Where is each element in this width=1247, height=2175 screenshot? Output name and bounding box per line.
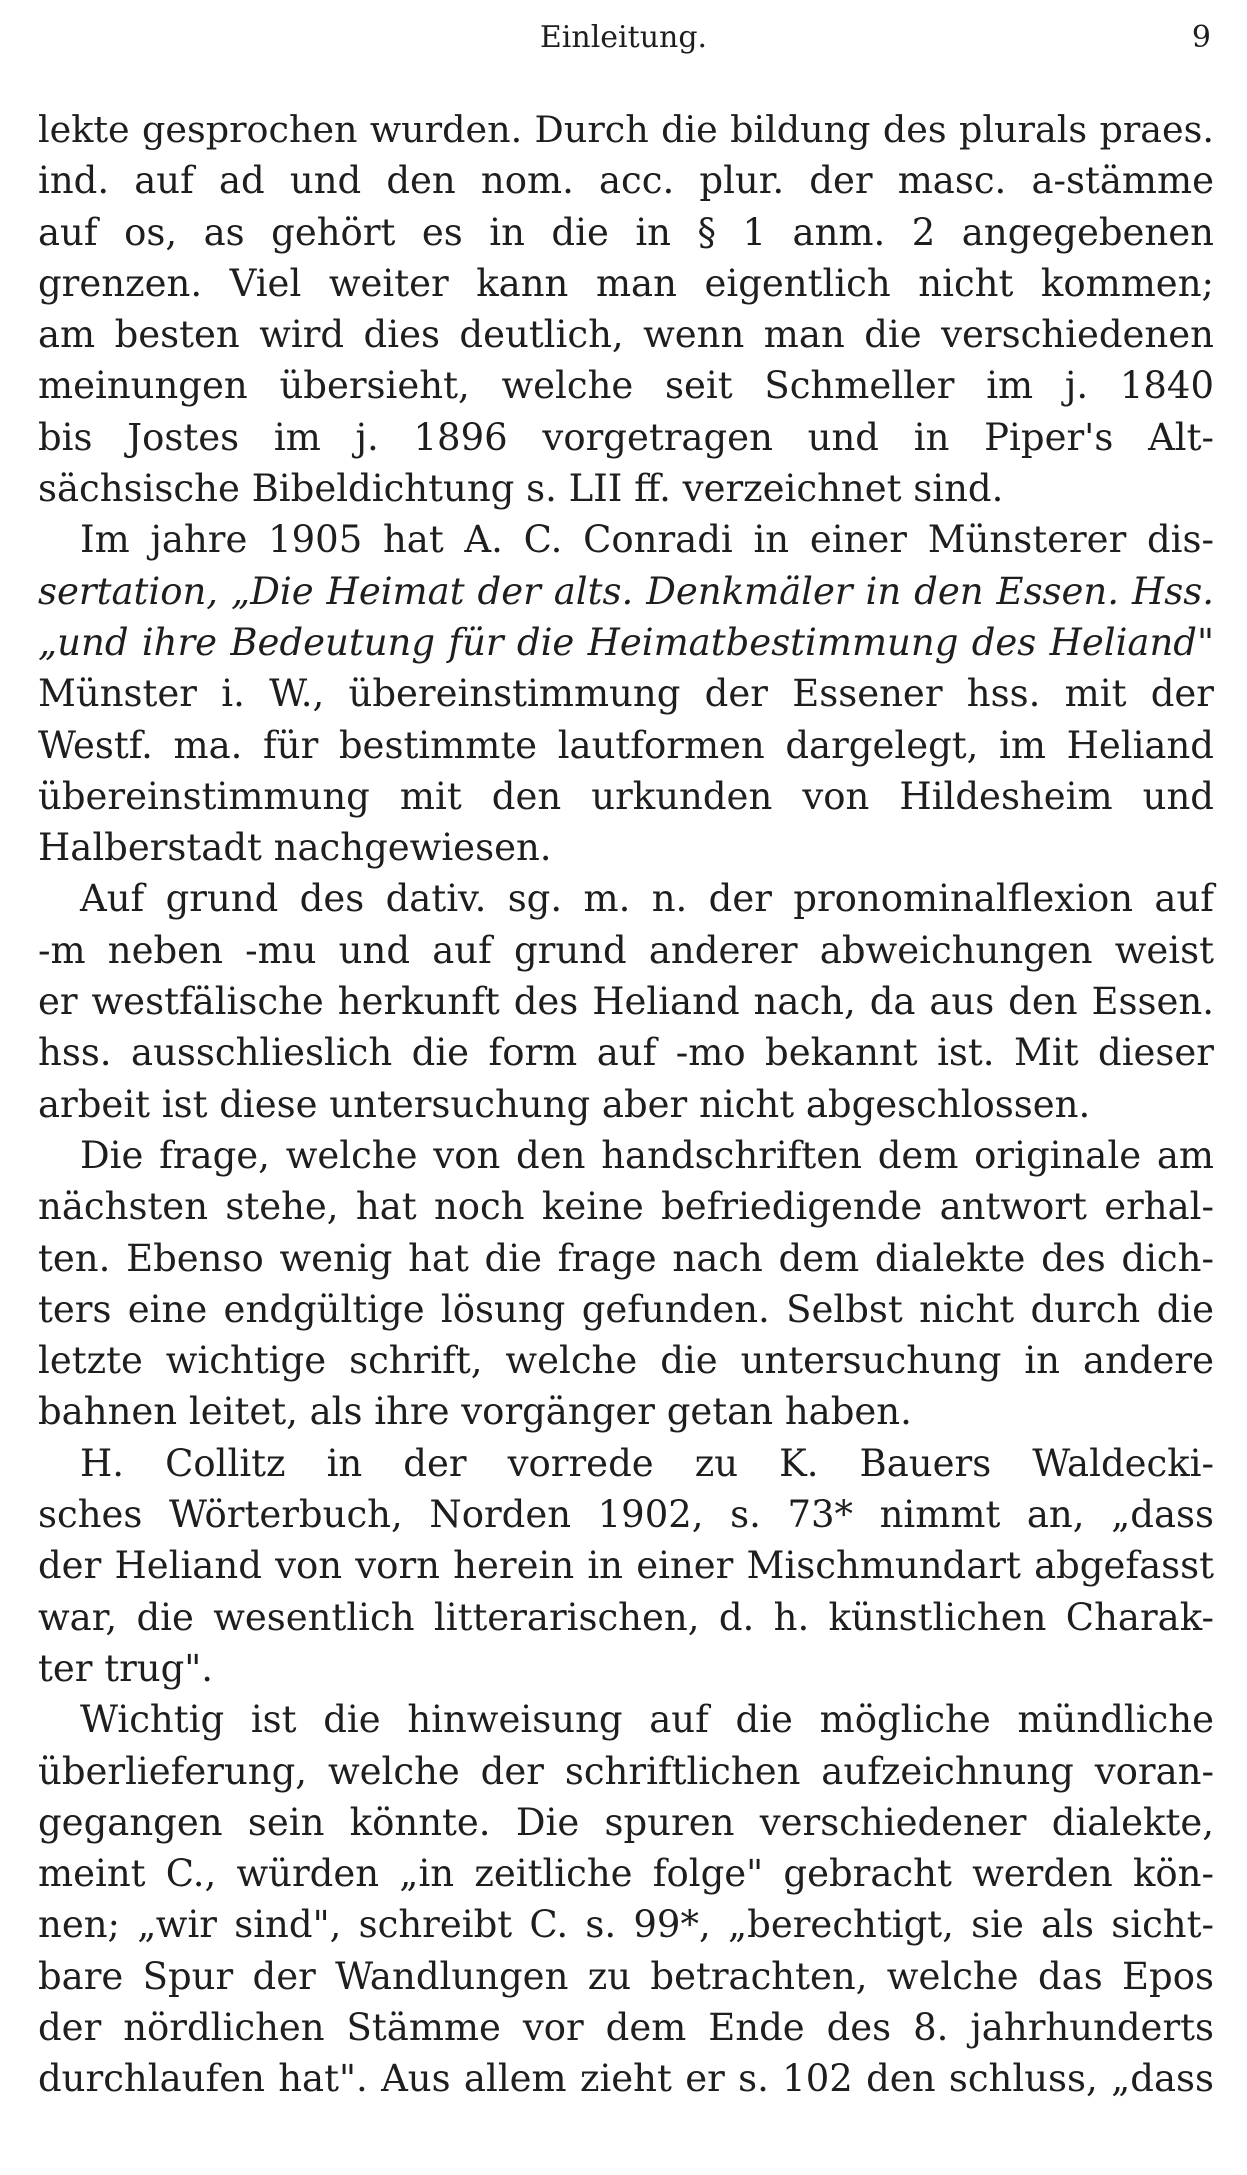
text-line: Münster i. W., übereinstimmung der Essener hss. mit der xyxy=(38,672,1214,716)
text-line: ten. Ebenso wenig hat die frage nach dem dialekte des dich- xyxy=(38,1236,1214,1280)
text-line: meint C., würden „in zeitliche folge" gebracht werden kön- xyxy=(38,1852,1214,1896)
text-line: durchlaufen hat". Aus allem zieht er s. 102 den schluss, „dass xyxy=(38,2057,1214,2101)
text-line: war, die wesentlich litterarischen, d. h. künstlichen Charak- xyxy=(38,1595,1214,1639)
text-line: der Heliand von vorn herein in einer Mischmundart abgefasst xyxy=(38,1544,1214,1588)
text-line: „und ihre Bedeutung für die Heimatbestimmung des Heliand" xyxy=(38,620,1214,664)
text-line: ters eine endgültige lösung gefunden. Selbst nicht durch die xyxy=(38,1287,1214,1331)
text-line: meinungen übersieht, welche seit Schmeller im j. 1840 xyxy=(38,364,1214,408)
text-line: ind. auf ad und den nom. acc. plur. der masc. a-stämme xyxy=(38,159,1214,203)
text-line: sches Wörterbuch, Norden 1902, s. 73* nimmt an, „dass xyxy=(38,1493,1214,1537)
text-line: H. Collitz in der vorrede zu K. Bauers Waldecki- xyxy=(80,1441,1214,1485)
text-line: lekte gesprochen wurden. Durch die bildung des plurals praes. xyxy=(38,108,1214,151)
text-line: bahnen leitet, als ihre vorgänger getan haben. xyxy=(38,1390,912,1434)
text-line: bare Spur der Wandlungen zu betrachten, welche das Epos xyxy=(38,1954,1214,1998)
text-line: übereinstimmung mit den urkunden von Hildesheim und xyxy=(38,774,1214,818)
text-line: der nördlichen Stämme vor dem Ende des 8. jahrhunderts xyxy=(38,2005,1214,2049)
text-line: arbeit ist diese untersuchung aber nicht abgeschlossen. xyxy=(38,1082,1091,1126)
text-line: sächsische Bibeldichtung s. LII ff. verzeichnet sind. xyxy=(38,467,1004,511)
text-line: grenzen. Viel weiter kann man eigentlich nicht kommen; xyxy=(38,261,1214,305)
body-text xyxy=(38,104,1214,2105)
text-line: nen; „wir sind", schreibt C. s. 99*, „berechtigt, sie als sicht- xyxy=(38,1903,1214,1947)
running-head xyxy=(0,18,1247,62)
text-line: Wichtig ist die hinweisung auf die mögliche mündliche xyxy=(80,1698,1214,1742)
text-line: auf os, as gehört es in die in § 1 anm. 2 angegebenen xyxy=(38,210,1214,254)
text-line: er westfälische herkunft des Heliand nach, da aus den Essen. xyxy=(38,980,1214,1024)
text-line: Halberstadt nachgewiesen. xyxy=(38,826,552,870)
text-line: Die frage, welche von den handschriften dem originale am xyxy=(80,1133,1214,1177)
text-line: überlieferung, welche der schriftlichen aufzeichnung voran- xyxy=(38,1749,1214,1793)
text-line: nächsten stehe, hat noch keine befriedigende antwort erhal- xyxy=(38,1185,1214,1229)
text-line: Im jahre 1905 hat A. C. Conradi in einer Münsterer dis- xyxy=(80,518,1214,562)
running-title: Einleitung. xyxy=(539,20,708,55)
text-line: bis Jostes im j. 1896 vorgetragen und in Piper's Alt- xyxy=(38,415,1214,459)
text-line: gegangen sein könnte. Die spuren verschiedener dialekte, xyxy=(38,1800,1214,1844)
text-line: ter trug". xyxy=(38,1646,214,1690)
text-line: letzte wichtige schrift, welche die untersuchung in andere xyxy=(38,1339,1214,1383)
text-line: Auf grund des dativ. sg. m. n. der pronominalflexion auf xyxy=(80,877,1214,921)
page-number: 9 xyxy=(1191,20,1211,55)
text-line: Westf. ma. für bestimmte lautformen dargelegt, im Heliand xyxy=(38,723,1214,767)
text-line: am besten wird dies deutlich, wenn man die verschiedenen xyxy=(38,313,1214,357)
text-line: -m neben -mu und auf grund anderer abweichungen weist xyxy=(38,928,1214,972)
text-line: sertation, „Die Heimat der alts. Denkmäler in den Essen. Hss. xyxy=(38,569,1214,613)
text-line: hss. ausschlieslich die form auf -mo bekannt ist. Mit dieser xyxy=(38,1031,1214,1075)
